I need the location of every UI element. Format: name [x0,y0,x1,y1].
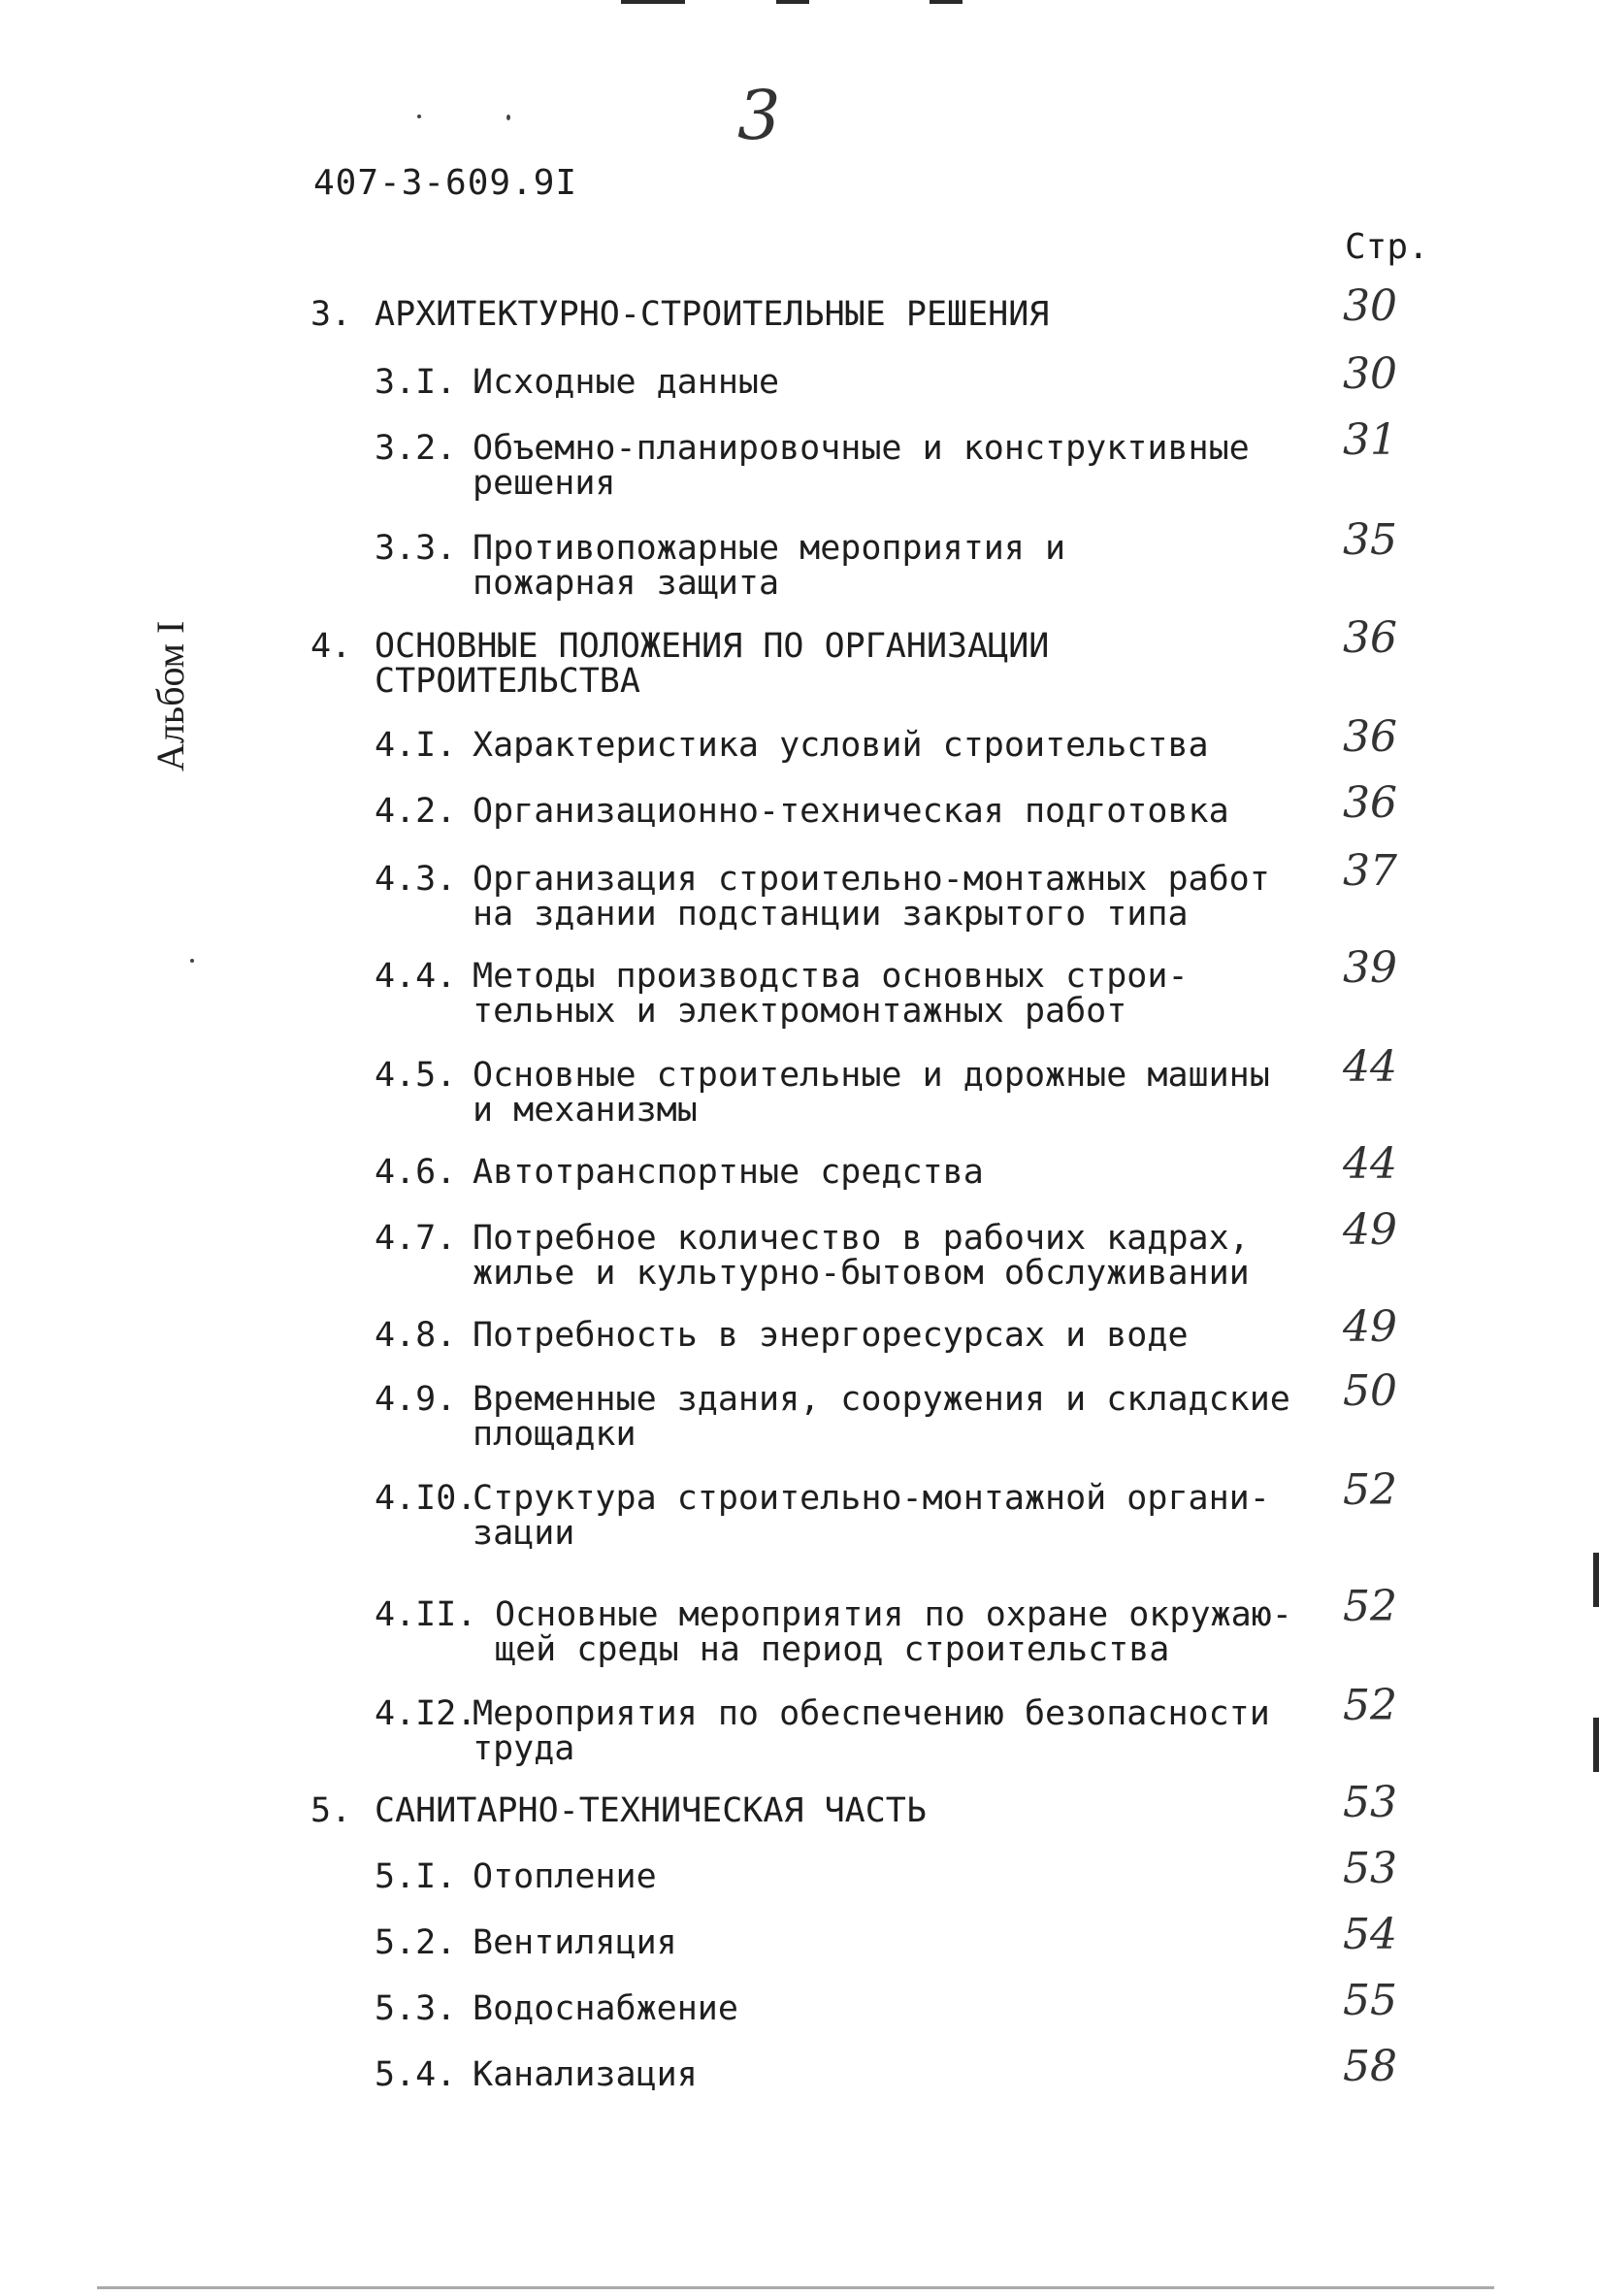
toc-entry-page: 58 [1343,2042,1397,2091]
toc-entry-title: Основные мероприятия по охране окружаю- щей среды на период строительства [495,1595,1292,1669]
toc-entry-number: 3.2. [375,429,457,468]
toc-entry-page: 55 [1343,1976,1397,2025]
toc-entry-number: 4. [310,627,352,666]
toc-entry-number: 4.2. [375,792,457,831]
toc-entry-title: Вентиляция [473,1923,677,1962]
toc-entry-page: 39 [1343,943,1397,993]
toc-entry-page: 35 [1343,515,1397,565]
toc-entry-title: Организационно-техническая подготовка [473,792,1229,831]
document-code: 407-3-609.9I [313,163,578,203]
toc-entry-title: Автотранспортные средства [473,1153,984,1192]
toc-entry-number: 3.I. [375,363,457,402]
toc-entry-number: 4.9. [375,1380,457,1419]
scan-mark-top-1 [621,0,685,4]
toc-entry-page: 50 [1343,1366,1397,1416]
toc-entry-title: Объемно-планировочные и конструктивные решения [473,429,1250,503]
speck [190,959,194,963]
toc-entry-title: Мероприятия по обеспечению безопасности труда [473,1694,1270,1768]
toc-entry-page: 53 [1343,1778,1397,1827]
toc-entry-number: 4.7. [375,1219,457,1258]
toc-entry-page: 31 [1343,415,1397,465]
toc-entry-title: Временные здания, сооружения и складские площадки [473,1380,1290,1454]
toc-entry-page: 30 [1343,281,1397,331]
toc-entry-title: Организация строительно-монтажных работ на здании подстанции закрытого типа [473,860,1270,934]
toc-entry-title: Методы производства основных строи- тельных и электромонтажных работ [473,957,1189,1031]
toc-entry-number: 5.I. [375,1857,457,1896]
toc-entry-page: 36 [1343,778,1397,828]
toc-entry-number: 4.6. [375,1153,457,1192]
toc-entry-title: САНИТАРНО-ТЕХНИЧЕСКАЯ ЧАСТЬ [375,1791,927,1830]
toc-entry-page: 36 [1343,712,1397,762]
toc-entry-page: 36 [1343,613,1397,663]
toc-entry-page: 54 [1343,1910,1397,1959]
toc-entry-title: Потребность в энергоресурсах и воде [473,1316,1189,1355]
toc-entry-page: 49 [1343,1302,1397,1352]
page-number: 3 [737,76,781,155]
toc-entry-page: 44 [1343,1042,1397,1092]
toc-entry-page: 52 [1343,1465,1397,1515]
toc-entry-title: Канализация [473,2055,698,2094]
toc-entry-title: Отопление [473,1857,657,1896]
speck [506,115,510,120]
toc-entry-page: 37 [1343,846,1397,896]
toc-entry-number: 3.3. [375,529,457,568]
toc-entry-number: 4.I2. [375,1694,477,1733]
scan-mark-top-3 [930,0,963,4]
toc-entry-number: 4.5. [375,1056,457,1095]
toc-entry-page: 52 [1343,1582,1397,1631]
scan-mark-right-2 [1593,1718,1599,1772]
toc-entry-title: Структура строительно-монтажной органи- зации [473,1479,1270,1553]
toc-entry-number: 4.I. [375,726,457,765]
page-column-header: Стр. [1345,227,1429,267]
toc-entry-title: ОСНОВНЫЕ ПОЛОЖЕНИЯ ПО ОРГАНИЗАЦИИ СТРОИТЕЛЬСТВА [375,627,1050,701]
toc-entry-page: 52 [1343,1681,1397,1730]
toc-entry-page: 53 [1343,1844,1397,1893]
toc-entry-number: 5.3. [375,1989,457,2028]
toc-entry-title: Характеристика условий строительства [473,726,1209,765]
toc-entry-page: 30 [1343,349,1397,399]
toc-entry-number: 4.II. [375,1595,477,1634]
toc-entry-title: Водоснабжение [473,1989,738,2028]
toc-entry-number: 4.3. [375,860,457,899]
scan-mark-bottom [97,2286,1494,2289]
toc-entry-number: 5.2. [375,1923,457,1962]
speck [417,115,421,118]
toc-entry-number: 4.8. [375,1316,457,1355]
toc-entry-number: 3. [310,295,352,334]
toc-entry-title: Основные строительные и дорожные машины и механизмы [473,1056,1270,1130]
toc-entry-title: Противопожарные мероприятия и пожарная защита [473,529,1066,603]
toc-entry-title: Потребное количество в рабочих кадрах, жилье и культурно-бытовом обслуживании [473,1219,1250,1293]
toc-entry-page: 49 [1343,1205,1397,1255]
album-label: Альбом I [148,620,192,771]
toc-entry-number: 4.4. [375,957,457,996]
toc-entry-number: 5. [310,1791,352,1830]
toc-entry-number: 4.I0. [375,1479,477,1518]
scan-mark-top-2 [776,0,809,4]
toc-entry-number: 5.4. [375,2055,457,2094]
toc-entry-title: Исходные данные [473,363,780,402]
toc-entry-title: АРХИТЕКТУРНО-СТРОИТЕЛЬНЫЕ РЕШЕНИЯ [375,295,1050,334]
toc-entry-page: 44 [1343,1139,1397,1189]
scan-mark-right-1 [1593,1553,1599,1607]
